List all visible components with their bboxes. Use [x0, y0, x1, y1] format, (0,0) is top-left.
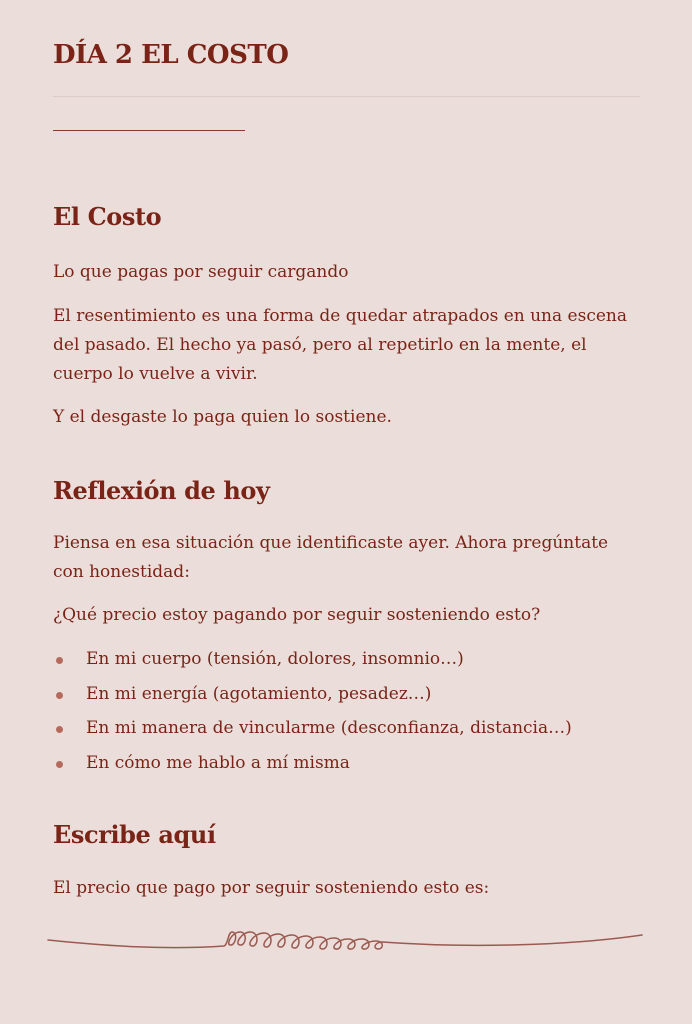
writing-prompt: El precio que pago por seguir sosteniendo esto es: [53, 878, 490, 898]
paragraph-reflexion-intro: Piensa en esa situación que identificaste ayer. Ahora pregúntate con honestidad: [53, 533, 609, 582]
page-title: DÍA 2 EL COSTO [53, 40, 289, 70]
section-heading-costo: El Costo [53, 202, 162, 231]
list-item: En mi manera de vincularme (desconfianza, distancia…) [53, 711, 643, 746]
decorative-squiggle-line [46, 920, 644, 960]
section-subtitle-costo: Lo que pagas por seguir cargando [53, 262, 349, 282]
paragraph-desgaste: Y el desgaste lo paga quien lo sostiene. [53, 407, 392, 427]
list-item: En cómo me hablo a mí misma [53, 746, 643, 781]
list-item: En mi cuerpo (tensión, dolores, insomnio…) [53, 642, 643, 677]
section-heading-reflexion: Reflexión de hoy [53, 476, 270, 505]
paragraph-resentimiento: El resentimiento es una forma de quedar atrapados en una escena del pasado. El hecho ya pasó, pero al repetirlo en la mente, el cuerpo lo vuelve a vivir. [53, 306, 627, 384]
header-divider [53, 96, 640, 97]
list-item: En mi energía (agotamiento, pesadez…) [53, 677, 643, 712]
reflexion-list [53, 642, 643, 780]
reflexion-question: ¿Qué precio estoy pagando por seguir sosteniendo esto? [53, 605, 541, 625]
section-heading-escribe: Escribe aquí [53, 820, 216, 849]
short-divider [53, 130, 245, 131]
